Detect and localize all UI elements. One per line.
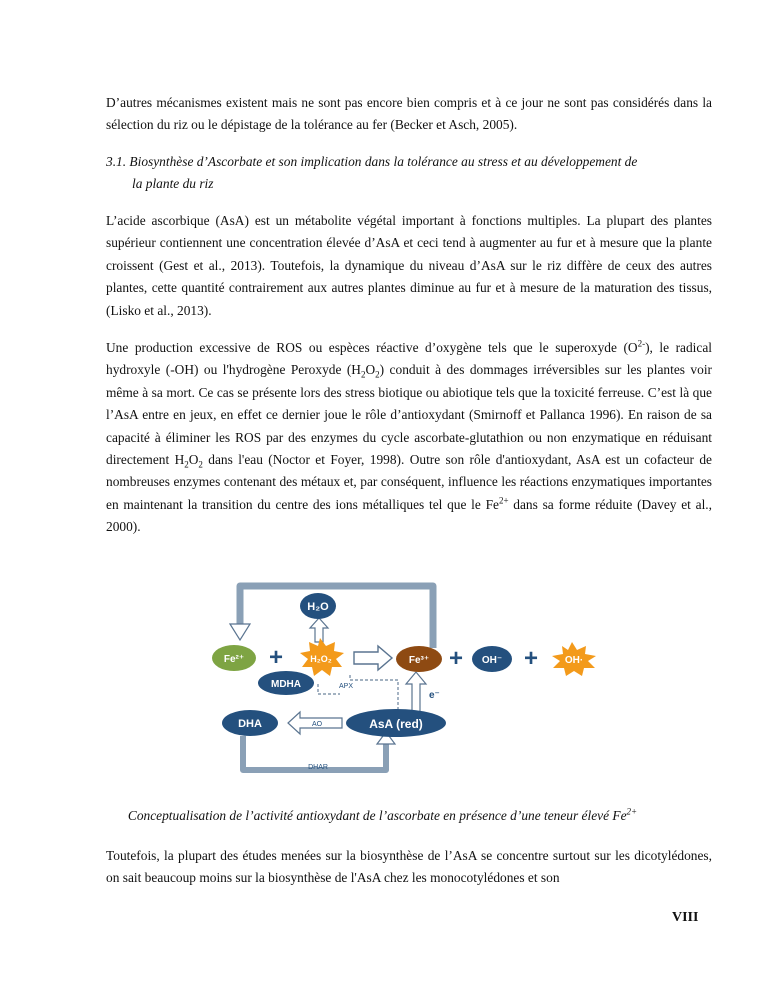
- svg-text:Fe³⁺: Fe³⁺: [408, 655, 430, 666]
- dhar-label: DHAR: [308, 764, 328, 771]
- svg-text:H₂O₂: H₂O₂: [310, 654, 332, 664]
- section-heading: [106, 151, 712, 196]
- svg-text:OH⁻: OH⁻: [481, 655, 503, 666]
- paragraph-2: L’acide ascorbique (AsA) est un métabolite végétal important à fonctions multiples. La plupart des plantes supérieur contiennent une concentration élevée d’AsA et ceci tend à augmenter au fur et à mesure que la plante croissent (Gest et al., 2013). Toutefois, la dynamique du niveau d’AsA sur le riz diffère de ceux des autres plantes, cette quantité contrairement aux autres plantes diminue au fur et à mesure de la maturation des tissus, (Lisko et al., 2013).: [106, 213, 712, 318]
- ascorbate-cycle-figure: [200, 572, 610, 782]
- svg-text:OH·: OH·: [564, 655, 584, 666]
- ao-label: AO: [311, 721, 323, 728]
- top-loop-arrow: [240, 586, 433, 648]
- svg-text:+: +: [523, 645, 539, 672]
- paragraph-1: D’autres mécanismes existent mais ne sont pas encore bien compris et à ce jour ne sont pas considérés dans la sélection du riz ou le dépistage de la tolérance au fer (Becker et Asch, 2005).: [106, 95, 712, 133]
- apx-label: APX: [338, 683, 354, 690]
- svg-text:H₂O: H₂O: [307, 601, 329, 613]
- page-number: VIII: [672, 910, 699, 925]
- up-arrow-to-h2o: [310, 618, 328, 642]
- right-arrow-to-fe3: [354, 646, 392, 670]
- svg-text:MDHA: MDHA: [271, 679, 301, 690]
- figure-caption: Conceptualisation de l’activité antioxydant de l’ascorbate en présence d’une teneur élevé $Fe^{2+}$: [127, 806, 638, 823]
- svg-text:+: +: [268, 644, 284, 671]
- paragraph-3: Une production excessive de ROS ou espèces réactive d’oxygène tels que le superoxyde $(O^{2-})$, le radical hydroxyle (-OH) ou l'hydrogène Peroxyde $(H_2O_2)$ conduit à des dommages irréversibles sur les plantes voir même à sa mort. Ce cas se présente lors des stress biotique ou abiotique tels que la toxicité ferreuse. C’est là que l’AsA entre en jeux, en effet ce dernier joue le rôle d’antioxydant (Smirnoff et Pallanca 1996). En raison de sa capacité à éliminer les ROS par des enzymes du cycle ascorbate-glutathion ou non enzymatique en réduisant directement $H_2O_2$ dans l'eau (Noctor et Foyer, 1998). Outre son rôle d'antioxydant, AsA est un cofacteur de nombreuses enzymes contenant des métaux et, par conséquent, influence les réactions enzymatiques importantes en maintenant la transition du centre des ions métalliques tel que le $Fe^{2+}$ dans sa forme réduite (Davey et al., 2000).: [106, 338, 713, 535]
- section-heading-line-1: 3.1. Biosynthèse d’Ascorbate et son implication dans la tolérance au stress et au développement de: [106, 154, 638, 169]
- paragraph-4: Toutefois, la plupart des études menées sur la biosynthèse de l’AsA se concentre surtout sur les dicotylédones, on sait beaucoup moins sur la biosynthèse de l'AsA chez les monocotylédones et son: [106, 848, 712, 886]
- apx-dashed-path: [350, 675, 398, 714]
- e-minus-label: e⁻: [429, 690, 440, 701]
- e-arrow: [406, 672, 426, 714]
- svg-text:+: +: [448, 645, 464, 672]
- section-heading-line-2: la plante du riz: [132, 176, 214, 192]
- svg-text:AsA (red): AsA (red): [369, 717, 423, 731]
- svg-text:DHA: DHA: [238, 718, 262, 730]
- svg-text:Fe²⁺: Fe²⁺: [223, 654, 245, 665]
